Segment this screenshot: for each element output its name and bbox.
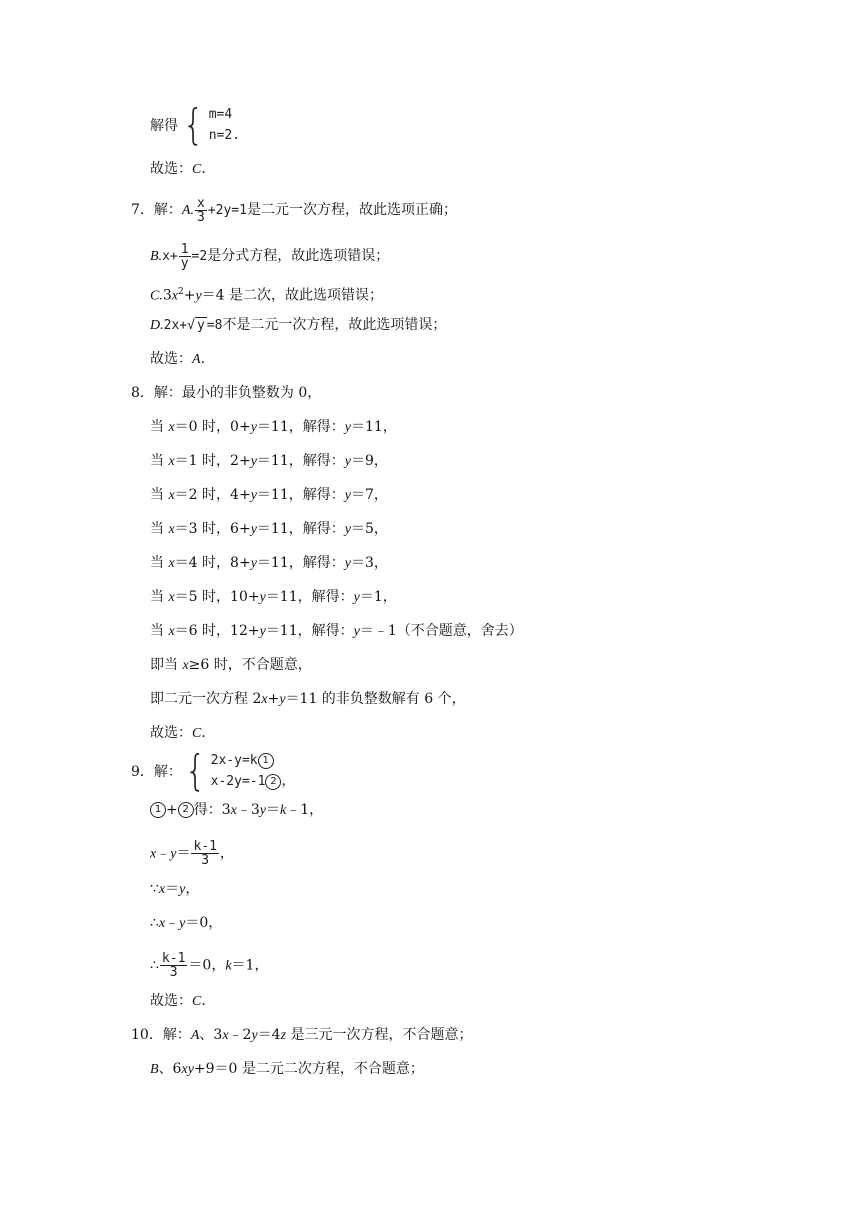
answer-line-6: 故选：C.	[150, 161, 206, 177]
q10-option-b: B、6xy+9＝0 是二元二次方程，不合题意；	[150, 1061, 424, 1077]
q7-option-a: 7．解：A. $\frac{x}{3}$ +2y=1是二元一次方程，故此选项正确；	[131, 196, 457, 225]
q9-therefore-2: ∴ $\frac{k-1}{3}$ ＝0，k＝1，	[150, 951, 269, 980]
q8-case-5: 当 x＝5 时，10+y＝11，解得：y＝1，	[150, 589, 397, 605]
q9-number: 9．	[131, 764, 154, 780]
q7-d-formula: 2x+√ y =8	[163, 318, 223, 333]
q9-step-frac: x﹣y＝ $\frac{k-1}{3}$ ，	[150, 839, 234, 868]
q9-system: 9． 解： { 2x-y=k 1 x-2y=-1 2 ，	[131, 746, 296, 795]
q7-option-b: B.x+ $\frac{1}{y}$ =2是分式方程，故此选项错误；	[150, 242, 390, 271]
q8-intro: 8．解：最小的非负整数为 0，	[131, 385, 322, 401]
system-eq-2: x-2y=-1 2 ，	[210, 773, 296, 789]
q9-because: ∵x＝y，	[150, 881, 200, 897]
q8-case-1: 当 x＝1 时，2+y＝11，解得：y＝9，	[150, 453, 388, 469]
equation-system	[211, 750, 296, 792]
q8-case-3: 当 x＝3 时，6+y＝11，解得：y＝5，	[150, 521, 388, 537]
q10-option-a: 10．解：A、3x﹣2y＝4z 是三元一次方程，不合题意；	[131, 1027, 473, 1043]
answer-line-9: 故选：C.	[150, 993, 206, 1009]
q8-number: 8．	[131, 385, 154, 401]
jiede-label: 解得	[150, 118, 178, 134]
system-eq-2: n=2.	[208, 128, 241, 143]
q7-b-formula: x+ $\frac{1}{y}$ =2	[162, 242, 208, 271]
system-eq-1: m=4	[208, 107, 233, 122]
system-eq-1: 2x-y=k 1	[211, 750, 296, 771]
left-brace: {	[184, 746, 206, 795]
q7-option-d: D.2x+√ y =8不是二元一次方程，故此选项错误；	[150, 317, 447, 333]
q8-case-0: 当 x＝0 时，0+y＝11，解得：y＝11，	[150, 419, 397, 435]
q7-number: 7．	[131, 202, 154, 218]
solution-system-m-n	[150, 100, 241, 149]
q7-a-formula: $\frac{x}{3}$ +2y=1	[196, 196, 247, 225]
equation-system	[209, 104, 240, 146]
q8-case-4: 当 x＝4 时，8+y＝11，解得：y＝3，	[150, 555, 388, 571]
q7-option-c: $C.3x^2+y=4$ 是二次，故此选项错误；	[150, 287, 384, 304]
q8-case-6: 当 x＝6 时，12+y＝11，解得：y＝﹣1（不合题意，舍去）	[150, 623, 523, 639]
q10-number: 10．	[131, 1027, 163, 1043]
q9-step-add: 1 + 2 得：3x﹣3y＝k﹣1，	[150, 801, 323, 820]
answer-line-7: 故选：A.	[150, 351, 206, 367]
q8-conclusion-1: 即当 x≥6 时，不合题意，	[150, 657, 312, 673]
q8-case-2: 当 x＝2 时，4+y＝11，解得：y＝7，	[150, 487, 388, 503]
q9-therefore-1: ∴x﹣y＝0，	[150, 915, 223, 931]
left-brace: {	[182, 100, 205, 149]
answer-line-8: 故选：C.	[150, 725, 206, 741]
q8-conclusion-2: 即二元一次方程 2x+y＝11 的非负整数解有 6 个，	[150, 691, 466, 707]
